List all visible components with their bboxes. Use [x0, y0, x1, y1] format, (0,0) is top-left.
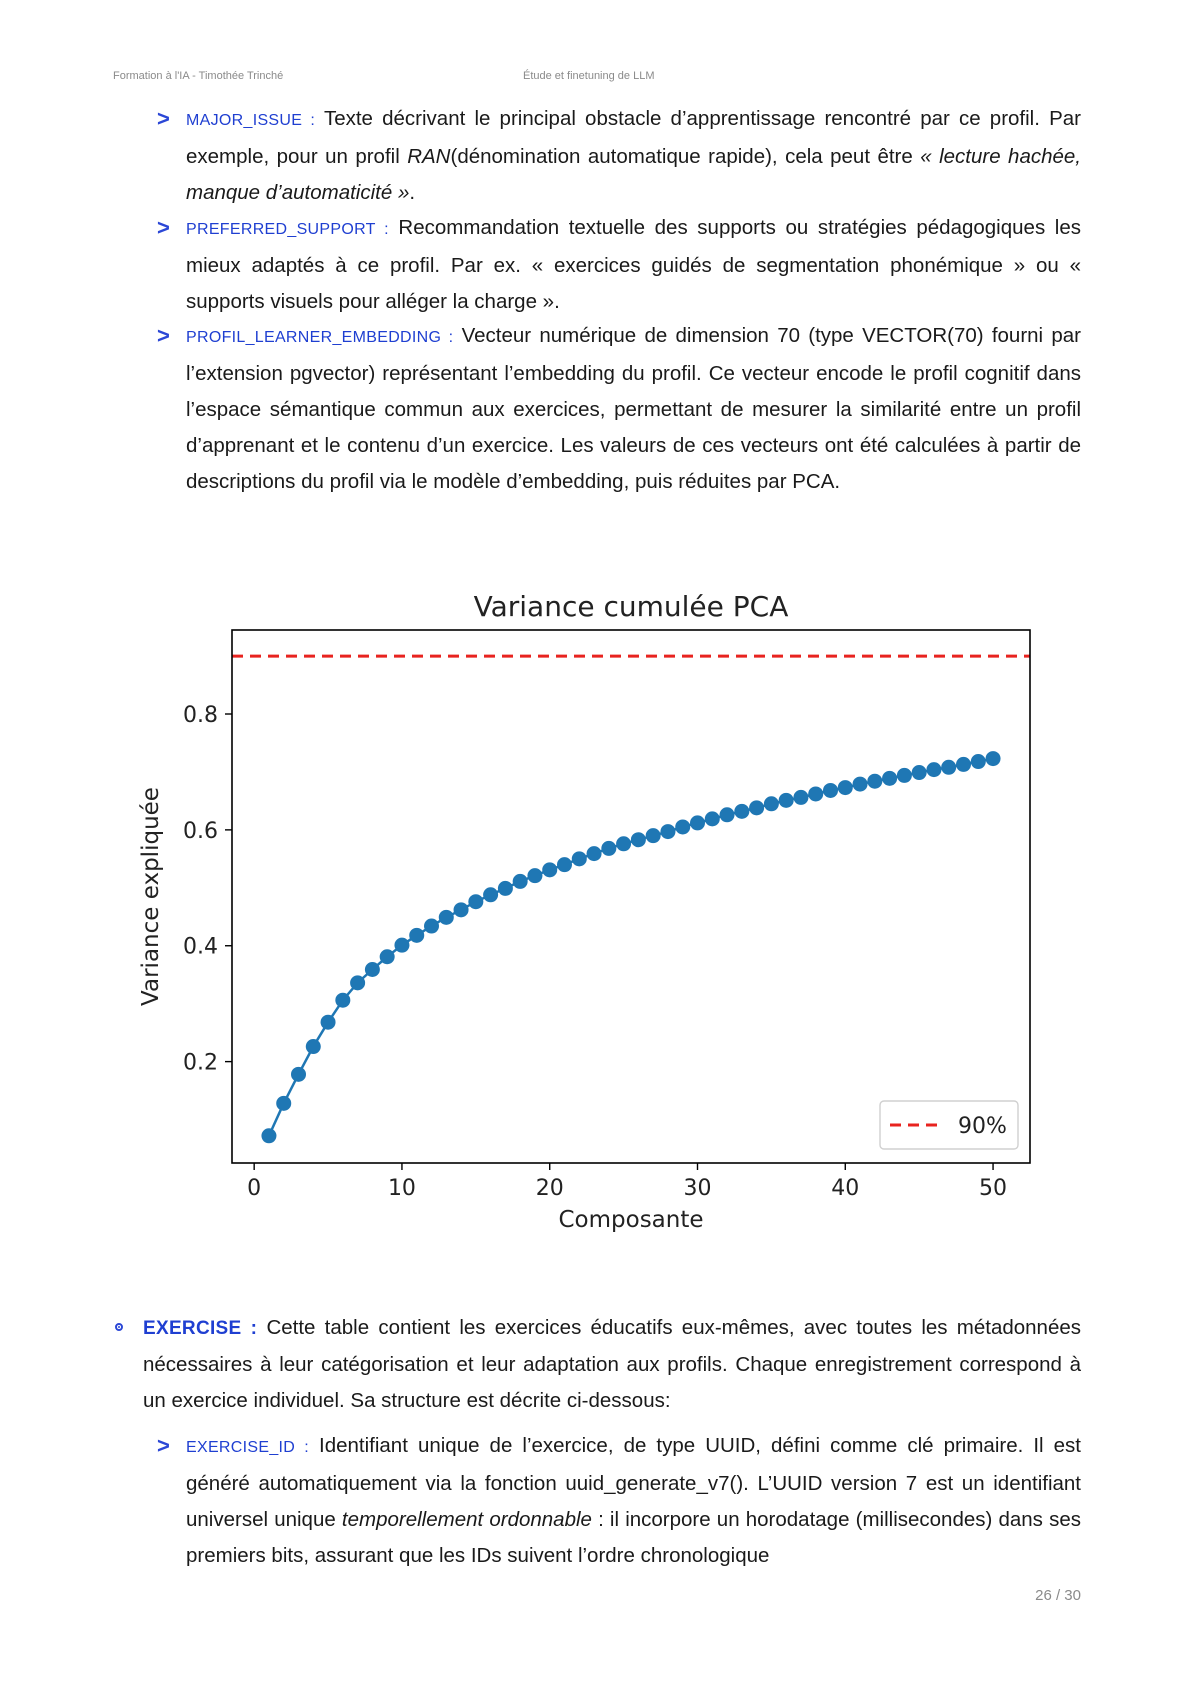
field-preferred-support	[157, 210, 1081, 320]
plot-frame	[232, 630, 1030, 1163]
data-point	[734, 804, 749, 819]
data-point	[587, 846, 602, 861]
data-point	[853, 777, 868, 792]
data-point	[838, 780, 853, 795]
data-point	[926, 762, 941, 777]
arrow-bullet-icon: >	[157, 323, 170, 348]
field-key: PREFERRED_SUPPORT	[186, 221, 376, 238]
field-key-sep: :	[441, 329, 454, 346]
running-header-center: Étude et finetuning de LLM	[523, 70, 655, 82]
field-text: Vecteur numérique de dimension 70 (type VECTOR(70) fourni par l’extension pgvector) représentant l’embedding du profil. Ce vecteur encode le profil cognitif dans l’espace sémantique commun aux exercices, permettant de mesurer la similarité entre un profil d’apprenant et le contenu d’un exercice. Les valeurs de ces vecteurs ont été calculées à partir de descriptions du profil via le modèle d’embedding, puis réduites par PCA.	[186, 324, 1081, 493]
field-key: MAJOR_ISSUE	[186, 112, 303, 129]
arrow-bullet-icon: >	[157, 106, 170, 131]
data-point	[454, 902, 469, 917]
data-point	[380, 949, 395, 964]
x-tick-label: 20	[535, 1176, 564, 1201]
field-italic: RAN	[407, 145, 451, 168]
data-point	[808, 786, 823, 801]
legend-label: 90%	[958, 1114, 1007, 1139]
running-header-left: Formation à l'IA - Timothée Trinché	[113, 70, 284, 82]
data-point	[335, 993, 350, 1008]
data-point	[882, 771, 897, 786]
x-tick-label: 30	[683, 1176, 712, 1201]
table-exercise-description	[143, 1310, 1081, 1419]
data-point	[394, 938, 409, 953]
data-point	[823, 783, 838, 798]
data-point	[690, 815, 705, 830]
x-tick-label: 0	[247, 1176, 262, 1201]
arrow-bullet-icon: >	[157, 215, 170, 240]
field-text: Identifiant unique de l’exercice, de type UUID, défini comme clé primaire. Il est généré automatiquement via la fonction uuid_generate_v7(). L’UUID version 7 est un identifiant universel unique	[186, 1434, 1081, 1531]
x-tick-label: 50	[979, 1176, 1008, 1201]
data-point	[912, 765, 927, 780]
y-tick-label: 0.6	[183, 818, 218, 844]
data-point	[867, 774, 882, 789]
field-text: (dénomination automatique rapide), cela peut être	[450, 145, 921, 168]
field-key-sep: :	[302, 112, 316, 129]
data-point	[986, 751, 1001, 766]
x-tick-label: 10	[387, 1176, 416, 1201]
page-number: 26 / 30	[1035, 1587, 1081, 1604]
field-profil-learner-embedding	[157, 318, 1081, 500]
field-major-issue	[157, 101, 1081, 211]
table-key-sep: :	[241, 1318, 258, 1339]
circle-bullet-icon	[115, 1323, 123, 1331]
pca-variance-chart	[130, 585, 1050, 1245]
table-text: Cette table contient les exercices éducatifs eux-mêmes, avec toutes les métadonnées nécessaires à leur catégorisation et leur adaptation aux profils. Chaque enregistrement correspond à un exercice individuel. Sa structure est décrite ci-dessous:	[143, 1316, 1081, 1412]
data-point	[439, 910, 454, 925]
data-point	[527, 868, 542, 883]
data-point	[542, 862, 557, 877]
y-tick-label: 0.8	[183, 703, 218, 729]
data-point	[306, 1039, 321, 1054]
field-text: : il incorpore un horodatage (millisecondes) dans ses premiers bits, assurant que les IDs suivent l’ordre chronologique	[186, 1508, 1081, 1567]
data-point	[720, 807, 735, 822]
data-point	[424, 919, 439, 934]
data-point	[468, 894, 483, 909]
field-text: Texte décrivant le principal obstacle d’apprentissage rencontré par ce profil. Par exemple, pour un profil	[186, 107, 1081, 168]
field-exercise-id	[157, 1428, 1081, 1574]
data-point	[291, 1067, 306, 1082]
data-point	[779, 793, 794, 808]
data-point	[660, 824, 675, 839]
y-tick-label: 0.2	[183, 1050, 218, 1076]
data-point	[321, 1015, 336, 1030]
y-tick-label: 0.4	[183, 934, 218, 960]
data-point	[646, 828, 661, 843]
data-point	[897, 768, 912, 783]
data-point	[705, 811, 720, 826]
data-point	[631, 832, 646, 847]
field-italic: temporellement ordonnable	[341, 1508, 592, 1531]
data-point	[572, 851, 587, 866]
data-point	[409, 928, 424, 943]
data-point	[483, 887, 498, 902]
field-key-sep: :	[295, 1439, 309, 1456]
data-point	[971, 754, 986, 769]
data-point	[941, 760, 956, 775]
arrow-bullet-icon: >	[157, 1433, 170, 1458]
x-axis-label: Composante	[558, 1207, 704, 1233]
data-point	[513, 874, 528, 889]
field-key: EXERCISE_ID	[186, 1439, 296, 1456]
data-point	[793, 790, 808, 805]
data-point	[616, 836, 631, 851]
field-text: Recommandation textuelle des supports ou stratégies pédagogiques les mieux adaptés à ce profil. Par ex. « exercices guidés de segmentation phonémique » ou « supports visuels pour alléger la charge ».	[186, 216, 1081, 313]
field-text: .	[409, 181, 416, 204]
data-point	[601, 841, 616, 856]
data-point	[365, 962, 380, 977]
data-point	[498, 881, 513, 896]
table-key: EXERCISE	[143, 1318, 242, 1339]
data-point	[675, 819, 690, 834]
data-point	[350, 975, 365, 990]
data-point	[749, 800, 764, 815]
field-italic: « lecture hachée, manque d’automaticité »	[186, 145, 1081, 204]
field-key: PROFIL_LEARNER_EMBEDDING	[186, 329, 442, 346]
field-key-sep: :	[375, 221, 389, 238]
data-point	[557, 857, 572, 872]
data-point	[276, 1096, 291, 1111]
data-point	[261, 1128, 276, 1143]
data-point	[956, 757, 971, 772]
data-point	[764, 796, 779, 811]
series-line	[269, 759, 993, 1136]
chart-title: Variance cumulée PCA	[473, 590, 789, 623]
y-axis-label: Variance expliquée	[138, 787, 164, 1006]
x-tick-label: 40	[831, 1176, 860, 1201]
